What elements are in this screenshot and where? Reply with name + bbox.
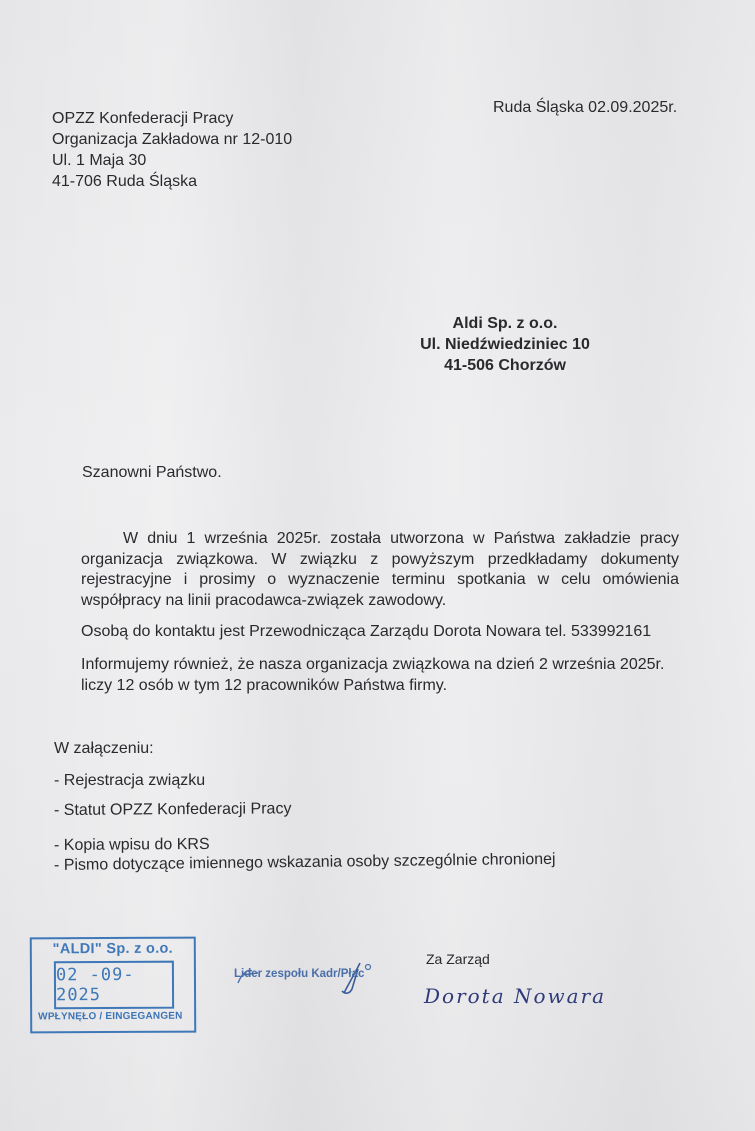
sender-postcode-city: 41-706 Ruda Śląska [52,173,197,190]
receipt-stamp [30,937,197,1034]
body-paragraph-intro: W dniu 1 września 2025r. została utworzona w Państwa zakładzie pracy organizacja związkowa. W związku z powyższym przedkładamy dokumenty rejestracyjne i prosimy o wyznaczenie terminu spotkania w celu omówienia współpracy na linii pracodawca-związek zawodowy. [81,530,679,609]
handwritten-signature: Dorota Nowara [424,984,607,1008]
recipient-company: Aldi Sp. z o.o. [452,315,558,332]
receipt-stamp-date: 02 -09- 2025 [54,961,174,1010]
attachment-item: - Rejestracja związku [54,772,206,789]
recipient-postcode-city: 41-506 Chorzów [444,357,566,374]
body-paragraph-contact: Osobą do kontaktu jest Przewodnicząca Zarządu Dorota Nowara tel. 533992161 [81,623,652,640]
attachment-item: - Pismo dotyczące imiennego wskazania osoby szczególnie chronionej [53,850,556,874]
receipt-stamp-company: "ALDI" Sp. z o.o. [52,940,174,958]
sender-address-block [52,108,292,192]
initial-stamp-text: Lider zespołu Kadr/Płac [234,968,365,980]
sender-street: Ul. 1 Maja 30 [52,152,147,169]
attachment-item: - Statut OPZZ Konfederacji Pracy [53,800,292,819]
recipient-address-block [400,313,610,376]
attachment-item: - Kopia wpisu do KRS [53,835,210,854]
receipt-stamp-footer: WPŁYNĘŁO / EINGEGANGEN [38,1010,183,1023]
closing-text: Za Zarząd [426,951,490,967]
body-paragraph-membership: Informujemy również, że nasza organizacja związkowa na dzień 2 września 2025r. liczy 12 osób w tym 12 pracowników Państwa firmy. [81,656,665,694]
attachments-heading: W załączeniu: [54,740,154,757]
recipient-street: Ul. Niedźwiedziniec 10 [420,336,590,353]
sender-organization: OPZZ Konfederacji Pracy [52,110,234,127]
salutation: Szanowni Państwo. [82,464,222,481]
sender-unit: Organizacja Zakładowa nr 12-010 [52,131,293,148]
place-and-date: Ruda Śląska 02.09.2025r. [493,99,678,116]
